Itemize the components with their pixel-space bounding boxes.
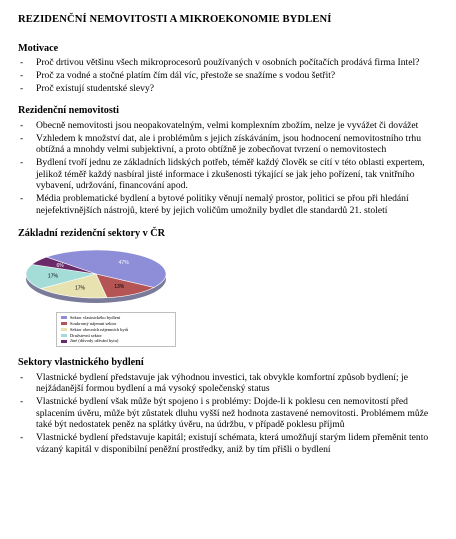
- section-rezidencni: [18, 105, 438, 216]
- legend-swatch: [61, 316, 67, 319]
- list-item: - Média problematické bydlení a bytové politiky věnují nemalý prostor, politici se přou při hledání nejefektivnějších nástrojů, které by jejich voličům umožnily bydlet dle standardů 21. století: [18, 193, 438, 216]
- list-item: - Vlastnické bydlení představuje jak výhodnou investici, tak obvykle komfortní způsob bydlení; je nejžádanější formou bydlení a má vysoký společenský status: [18, 372, 438, 395]
- list-item: - Proč drtivou většinu všech mikroprocesorů používaných v osobních počítačích prodává firma Intel?: [18, 57, 438, 69]
- pie-slice-label: 17%: [47, 273, 58, 280]
- pie-slice-label: 6%: [56, 263, 64, 270]
- list-item: - Vlastnické bydlení představuje kapitál; existují schémata, která umožňují starým lidem přeměnit tento vázaný kapitál v disponibilní peněžní prostředky, aniž by tím přišli o bydlení: [18, 432, 438, 455]
- pie-chart-svg: [18, 244, 178, 310]
- legend-swatch: [61, 328, 67, 331]
- bullet-list: [18, 372, 438, 456]
- pie-slice-label: 13%: [114, 284, 125, 291]
- legend-label: Jiné (důvody užívání bytu): [70, 338, 119, 344]
- section-vlastnicke: [18, 357, 438, 455]
- legend-swatch: [61, 340, 67, 343]
- section-heading: Rezidenční nemovitosti: [18, 105, 120, 117]
- chart-heading: Základní rezidenční sektory v ČR: [18, 227, 165, 239]
- list-item: - Proč za vodné a stočné platím čím dál víc, přestože se snažíme s vodou šetřit?: [18, 70, 438, 82]
- pie-chart: [18, 244, 438, 347]
- list-item: - Bydlení tvoří jednu ze základních lidských potřeb, téměř každý člověk se cítí v této oblasti expertem, jelikož téměř každý nasbíral jisté informace i zkušenosti týkající se jak jeho pořízení, tak vnitřního vybavení, udržování, financování apod.: [18, 157, 438, 192]
- list-item: - Vzhledem k množství dat, ale i problémům s jejich získáváním, jsou hodnocení nemovitostního trhu obtížná a mnohdy velmi subjektivní, a proto obtížně je zobecňovat tvrzení o nemovitostech: [18, 133, 438, 156]
- legend-label: Sektor obecních nájemních bytů: [70, 326, 129, 332]
- document-title: REZIDENČNÍ NEMOVITOSTI A MIKROEKONOMIE BYDLENÍ: [18, 14, 332, 25]
- pie-slice-label: 47%: [118, 260, 129, 267]
- legend-label: Sektor vlastnického bydlení: [70, 314, 121, 320]
- pie-slice-label: 17%: [75, 285, 86, 292]
- bullet-list: [18, 120, 438, 217]
- list-item: - Vlastnické bydlení však může být spojeno i s problémy: Dojde-li k poklesu cen nemovitostí před splacením úvěru, může být zůstatek dluhu vyšší než hodnota zastavené nemovitosti. Problémem může také být nedostatek peněz na splátky úvěru, na údržbu, v případě poklesu příjmů: [18, 396, 438, 431]
- legend-label: Soukromý nájemní sektor: [70, 320, 117, 326]
- section-heading: Motivace: [18, 42, 59, 54]
- bullet-list: [18, 57, 438, 94]
- section-motivace: [18, 43, 438, 95]
- legend-swatch: [61, 322, 67, 325]
- list-item: - Obecně nemovitosti jsou neopakovatelným, velmi komplexním zbožím, nelze je vyvážet či dovážet: [18, 120, 438, 132]
- chart-legend: [56, 312, 176, 347]
- list-item: - Proč existují studentské slevy?: [18, 83, 438, 95]
- section-heading: Sektory vlastnického bydlení: [18, 357, 144, 369]
- legend-entry: [61, 338, 171, 344]
- legend-label: Družstevní sektor: [70, 332, 102, 338]
- legend-swatch: [61, 334, 67, 337]
